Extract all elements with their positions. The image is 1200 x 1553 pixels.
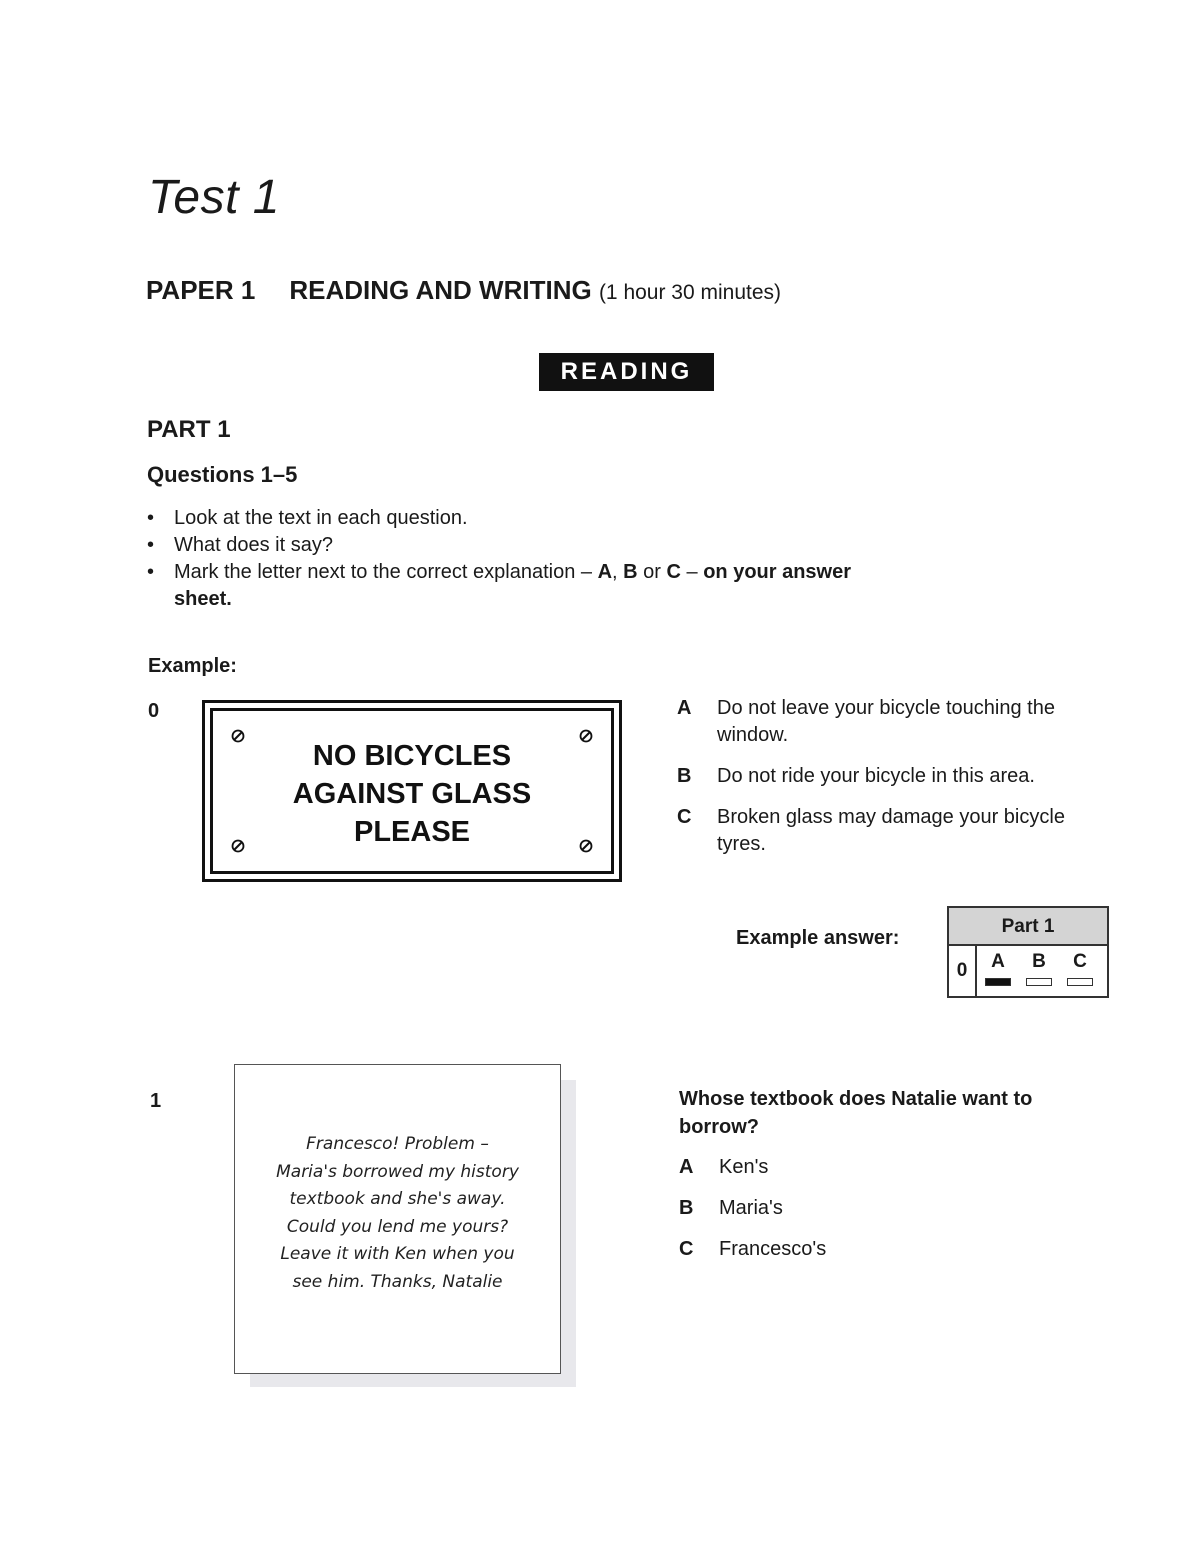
or-text: or (637, 561, 667, 583)
sign-line: PLEASE (353, 816, 471, 848)
note-line: textbook and she's away. (289, 1189, 506, 1209)
test-title: Test 1 (148, 171, 280, 224)
answer-sheet-example (947, 906, 1109, 998)
bullet-icon: • (147, 507, 155, 529)
option-text: Do not leave your bicycle touching the window. (717, 697, 1055, 746)
option-letter: C (679, 1238, 694, 1260)
comma: , (612, 561, 624, 583)
paper-name: READING AND WRITING (289, 275, 592, 305)
sign-inner-border (210, 708, 614, 874)
paper-duration: (1 hour 30 minutes) (598, 281, 782, 304)
answer-letter: C (1073, 951, 1087, 972)
option-item (679, 1236, 1099, 1263)
note-line: Could you lend me yours? (286, 1216, 509, 1237)
instruction-text: Look at the text in each question. (174, 507, 468, 529)
note-text (245, 1131, 550, 1296)
example-answer-label: Example answer: (736, 927, 900, 949)
instructions-list (147, 505, 887, 613)
option-letter: C (677, 806, 692, 828)
sign-image (202, 700, 622, 882)
answer-sheet-phrase: on your answer sheet (174, 561, 852, 610)
option-letter: B (679, 1197, 694, 1219)
note-line: see him. Thanks, Natalie (292, 1271, 503, 1292)
question-options (679, 1154, 1099, 1277)
option-text: Ken's (719, 1156, 769, 1178)
paper-number: PAPER 1 (146, 275, 256, 305)
example-options (677, 695, 1117, 872)
example-label: Example: (148, 655, 237, 677)
note-line: Leave it with Ken when you (280, 1244, 515, 1264)
question-number: 1 (150, 1090, 162, 1112)
questions-range: Questions 1–5 (147, 462, 298, 487)
note-line: Maria's borrowed my history (276, 1161, 519, 1182)
option-text: Francesco's (719, 1238, 827, 1260)
section-banner: READING (539, 353, 714, 391)
answer-mark-filled (985, 978, 1011, 986)
answer-sheet-header: Part 1 (949, 908, 1107, 946)
answer-row-number: 0 (949, 946, 977, 996)
option-item (677, 804, 1117, 858)
question-text: Whose textbook does Natalie want to borrow? (679, 1088, 1033, 1138)
answer-letter: B (1032, 951, 1046, 972)
answer-option-a (983, 952, 1013, 986)
part-heading: PART 1 (147, 416, 231, 443)
option-letter: A (679, 1156, 694, 1178)
instruction-item (147, 532, 887, 559)
option-text: Do not ride your bicycle in this area. (717, 765, 1035, 787)
instruction-text: What does it say? (174, 534, 333, 556)
bullet-icon: • (147, 561, 155, 583)
option-text: Maria's (719, 1197, 783, 1219)
bullet-icon: • (147, 534, 155, 556)
answer-letter: A (991, 951, 1005, 972)
instruction-text: Mark the letter next to the correct explanation – (174, 561, 598, 583)
letter-b: B (623, 561, 638, 583)
option-item (677, 695, 1117, 749)
answer-option-b (1024, 952, 1054, 986)
sign-text (213, 737, 611, 851)
period: . (226, 588, 232, 610)
letter-a: A (597, 561, 613, 583)
option-text: Broken glass may damage your bicycle tyres. (717, 806, 1065, 855)
answer-option-c (1065, 952, 1095, 986)
option-item (677, 763, 1117, 790)
option-item (679, 1154, 1099, 1181)
instruction-item (147, 505, 887, 532)
option-letter: B (677, 765, 692, 787)
answer-mark-empty (1067, 978, 1093, 986)
option-letter: A (677, 697, 692, 719)
instruction-item (147, 559, 887, 613)
sign-line: NO BICYCLES (312, 740, 512, 772)
paper-heading (146, 275, 781, 306)
example-number: 0 (148, 700, 160, 722)
dash: – (680, 561, 704, 583)
option-item (679, 1195, 1099, 1222)
letter-c: C (666, 561, 681, 583)
sign-line: AGAINST GLASS (292, 778, 532, 810)
answer-mark-empty (1026, 978, 1052, 986)
note-line: Francesco! Problem – (306, 1134, 489, 1154)
handwritten-note (234, 1064, 561, 1374)
